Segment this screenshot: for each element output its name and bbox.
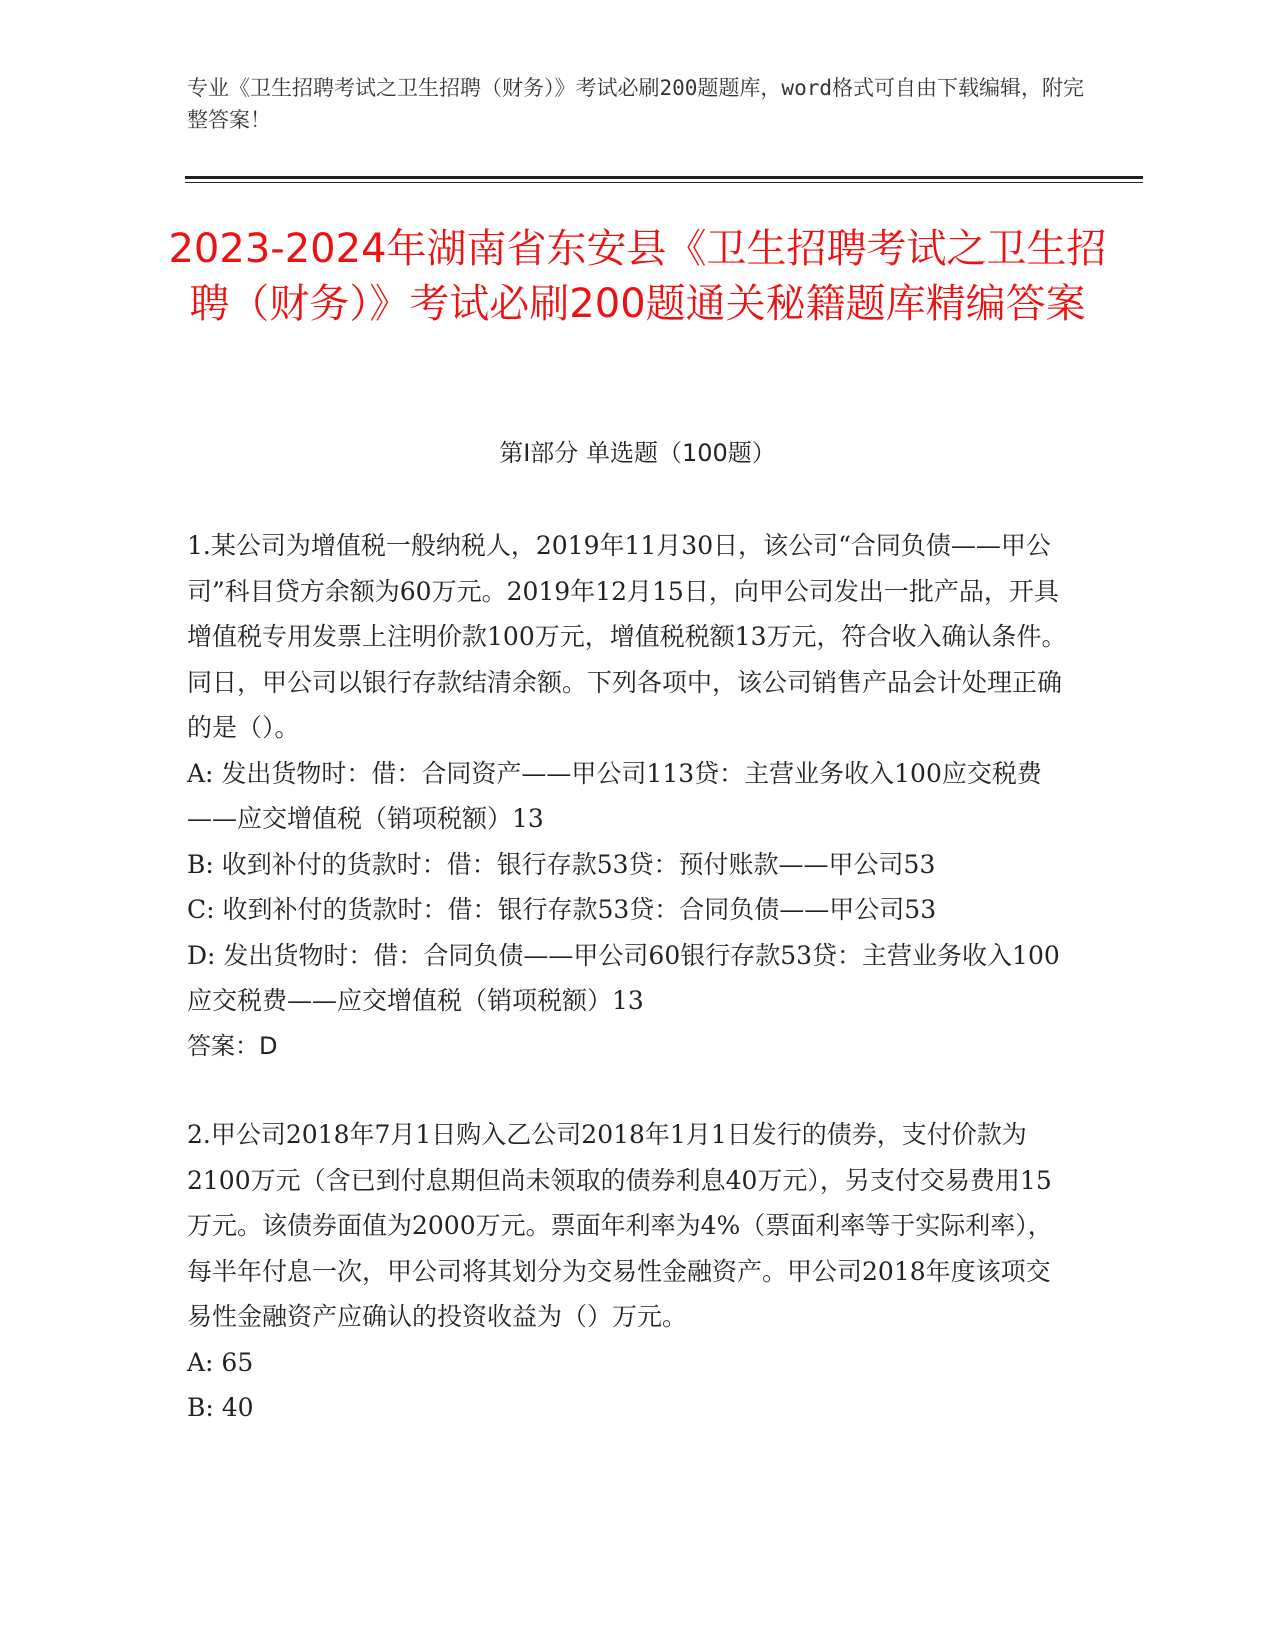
question-1 [187,523,1072,1069]
document-title: 2023-2024年湖南省东安县《卫生招聘考试之卫生招聘（财务）》考试必刷200题通关秘籍题库精编答案 [168,226,1107,327]
question-stem: 2.甲公司2018年7月1日购入乙公司2018年1月1日发行的债券，支付价款为2100万元（含已到付息期但尚未领取的债券利息40万元），另支付交易费用15万元。该债券面值为2000万元。票面年利率为4%（票面利率等于实际利率），每半年付息一次，甲公司将其划分为交易性金融资产。甲公司2018年度该项交易性金融资产应确认的投资收益为（）万元。 [187,1120,1053,1331]
answer: 答案：D [187,1031,278,1060]
option-b: B: 40 [187,1393,254,1422]
option-a: A: 65 [187,1347,254,1377]
header-divider-thin [185,182,1143,183]
question-2 [187,1112,1072,1431]
option-b: B: 收到补付的货款时：借：银行存款53贷：预付账款——甲公司53 [187,849,936,879]
option-d: D: 发出货物时：借：合同负债——甲公司60银行存款53贷：主营业务收入100应交税费——应交增值税（销项税额）13 [187,940,1060,1015]
option-a: A: 发出货物时：借：合同资产——甲公司113贷：主营业务收入100应交税费——应交增值税（销项税额）13 [187,758,1042,833]
question-stem: 1.某公司为增值税一般纳税人，2019年11月30日，该公司“合同负债——甲公司”科目贷方余额为60万元。2019年12月15日，向甲公司发出一批产品，开具增值税专用发票上注明价款100万元，增值税税额13万元，符合收入确认条件。同日，甲公司以银行存款结清余额。下列各项中，该公司销售产品会计处理正确的是（）。 [187,531,1067,742]
option-c: C: 收到补付的货款时：借：银行存款53贷：合同负债——甲公司53 [187,895,937,924]
header-note: 专业《卫生招聘考试之卫生招聘（财务）》考试必刷200题题库，word格式可自由下载编辑，附完整答案！ [187,76,1084,132]
header-divider-thick [185,176,1143,179]
section-title: 第Ⅰ部分 单选题（100题） [499,439,776,467]
